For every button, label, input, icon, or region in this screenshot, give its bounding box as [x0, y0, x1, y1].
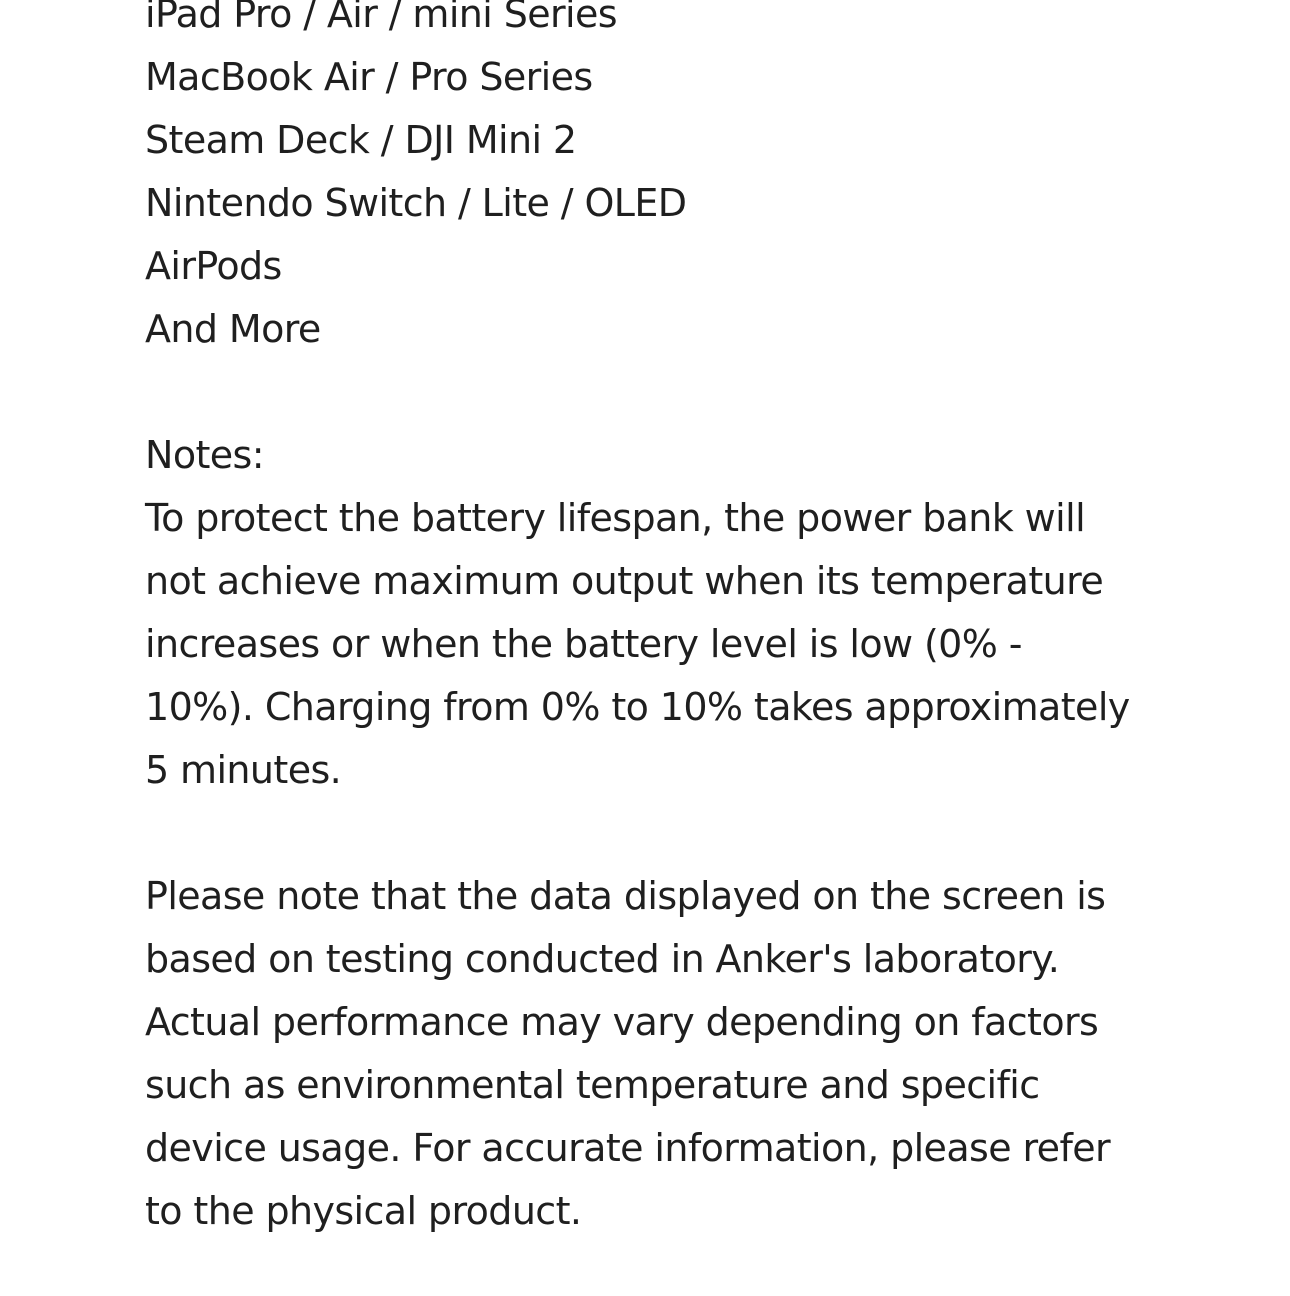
device-item-airpods: AirPods: [145, 244, 282, 288]
device-item-macbook: MacBook Air / Pro Series: [145, 55, 593, 99]
data-disclaimer-paragraph: Please note that the data displayed on the screen is based on testing conducted in Anker's laboratory. Actual performance may vary depending on factors such as environmental temperature and specific device usage. For accurate information, please refer to the physical product.: [145, 874, 1111, 1233]
paragraph-spacer: [145, 802, 1145, 865]
device-item-ipad: iPad Pro / Air / mini Series: [145, 0, 617, 36]
device-item-nintendo-switch: Nintendo Switch / Lite / OLED: [145, 181, 687, 225]
device-item-and-more: And More: [145, 307, 321, 351]
device-item-steam-deck: Steam Deck / DJI Mini 2: [145, 118, 577, 162]
product-notes-text: [145, 0, 1145, 1243]
battery-note-paragraph: To protect the battery lifespan, the power bank will not achieve maximum output when its temperature increases or when the battery level is low (0% - 10%). Charging from 0% to 10% takes approximately 5 minutes.: [145, 496, 1130, 792]
paragraph-spacer: [145, 361, 1145, 424]
notes-heading: Notes:: [145, 433, 264, 477]
